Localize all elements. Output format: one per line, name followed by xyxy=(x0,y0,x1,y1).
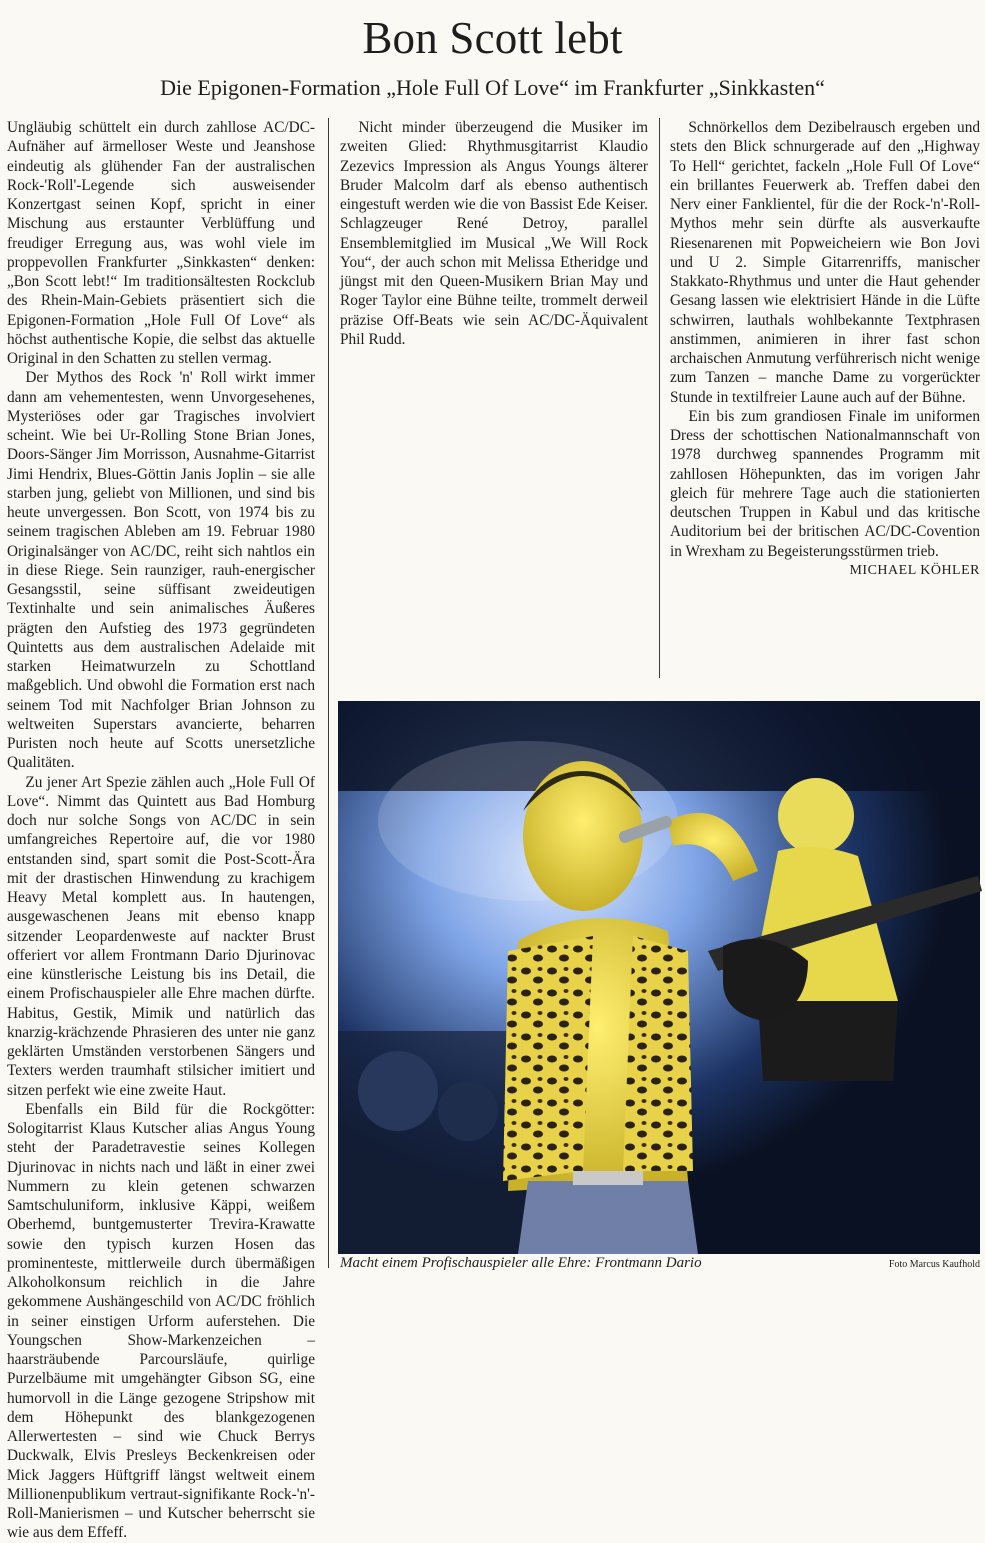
column-rule xyxy=(659,118,660,678)
paragraph-5: Nicht minder überzeugend die Musiker im zweiten Glied: Rhythmusgitarrist Klaudio Zezevics Impression als Angus Youngs älterer Bruder Malcolm darf als ebenso authentisch eingestuft werden wie die von Bassist Ede Keiser. Schlagzeuger René Detroy, parallel Ensemblemitglied im Musical „We Will Rock You“, der auch schon mit Melissa Etheridge und jüngst mit den Queen-Musikern Brian May und Roger Taylor eine Bühne teilte, trommelt derweil präzise Off-Beats wie sein AC/DC-Äquivalent Phil Rudd. xyxy=(340,119,648,348)
paragraph-7 xyxy=(670,407,980,578)
subheadline: Die Epigonen-Formation „Hole Full Of Love“ im Frankfurter „Sinkkasten“ xyxy=(160,75,825,100)
paragraph-6: Schnörkellos dem Dezibelrausch ergeben und stets den Blick schnurgerade auf den „Highway To Hell“ gerichtet, fackeln „Hole Full Of Love“ ein brillantes Feuerwerk ab. Treffen dabei den Nerv einer Fanklientel, für die der Rock-'n'-Roll-Mythos mehr sein dürfte als ausverkaufte Riesenarenen mit Popweicheiern wie Bon Jovi und U 2. Simple Gitarrenriffs, manischer Stakkato-Rhythmus und unter die Haut gehender Gesang lassen wie elektrisiert Hände in die Lüfte schwirren, lauthals wohlbekannte Textphrasen anstimmen, animieren in ihrer fast schon archaischen Anmutung verführerisch nicht wenige zum Tanzen – manche Dame zu vorgerückter Stunde in textilfreier Laune auch auf der Bühne. xyxy=(670,119,980,406)
column-rule xyxy=(328,118,329,1268)
article-column-1 xyxy=(7,118,315,1542)
headline: Bon Scott lebt xyxy=(362,13,623,63)
closing-paragraph-text: Ein bis zum grandiosen Finale im uniformen Dress der schottischen Nationalmannschaft von 1978 durchweg spannendes Programm mit zahllosen Höhepunkten, das im vorigen Jahr gleich für mehrere Tage auch die stationierten deutschen Truppen in Kabul und das kritische Auditorium bei der britischen AC/DC-Covention in Wrexham zu Begeisterungsstürmen trieb. xyxy=(670,407,980,560)
paragraph-1: Ungläubig schüttelt ein durch zahllose AC/DC-Aufnäher auf ärmelloser Weste und Jeanshose eindeutig als glühender Fan der australischen Rock-'Roll'-Legende sich ausweisender Konzertgast seinen Kopf, spricht in einer Mischung aus erstaunter Verblüffung und freudiger Erregung aus, was wohl viele im proppevollen Frankfurter „Sinkkasten“ denken: „Bon Scott lebt!“ Im traditionsältesten Rockclub des Rhein-Main-Gebiets präsentiert sich die Epigonen-Formation „Hole Full Of Love“ als höchst authentische Kopie, die selbst das aktuelle Original in den Schatten zu stellen vermag. xyxy=(7,119,315,367)
concert-photo xyxy=(338,701,980,1254)
author-byline: MICHAEL KÖHLER xyxy=(849,562,980,578)
photo-caption: Macht einem Profischauspieler alle Ehre: Frontmann Dario xyxy=(340,1255,702,1271)
article-column-2 xyxy=(340,118,648,693)
concert-photo-illustration xyxy=(338,701,980,1254)
paragraph-4: Ebenfalls ein Bild für die Rockgötter: Sologitarrist Klaus Kutscher alias Angus Young steht der Paradetravestie seines Kollegen Djurinovac in nichts nach und läßt in einer zwei Nummern zu klein getenen schwarzen Samtschuluniform, inklusive Käppi, weißem Oberhemd, buntgemusterter Trevira-Krawatte sowie den typisch kurzen Hosen das prominenteste, mittlerweile durch übermäßigen Alkoholkonsum reichlich in die Jahre gekommene Aushängeschild von AC/DC fröhlich in seiner einstigen Urform auferstehen. Die Youngschen Show-Markenzeichen – haarsträubende Parcoursläufe, quirlige Purzelbäume mit umgehängter Gibson SG, eine humorvoll in die Länge gezogene Stripshow mit dem Höhepunkt des blankgezogenen Allerwertesten – sind wie Chuck Berrys Duckwalk, Elvis Presleys Beckenkreisen oder Mick Jaggers Hüftgriff längst weltweit einem Millionenpublikum vertraut-signifikante Rock-'n'-Roll-Manierismen – und Kutscher beherrscht sie wie aus dem Effeff. xyxy=(7,1100,315,1542)
paragraph-3: Zu jener Art Spezie zählen auch „Hole Full Of Love“. Nimmt das Quintett aus Bad Homburg doch nur solche Songs von AC/DC in sein umfangreiches Repertoire auf, die vor 1980 entstanden sind, spart somit die Post-Scott-Ära mit der drastischen Hinwendung zu krachigem Heavy Metal komplett aus. In hautengen, ausgewaschenen Jeans mit ebenso knapp sitzender Leopardenweste auf nackter Brust offeriert vor allem Frontmann Dario Djurinovac eine künstlerische Leistung bis ins Detail, die einem Profischauspieler alle Ehre machen dürfte. Habitus, Gestik, Mimik und natürlich das knarzig-krächzende Phrasieren des unter nie ganz geklärten Umständen verstorbenen Sängers und Texters werden traumhaft stilsicher imitiert und sitzen perfekt wie eine zweite Haut. xyxy=(7,773,315,1099)
paragraph-2: Der Mythos des Rock 'n' Roll wirkt immer dann am vehementesten, wenn Unvorgesehenes, Mysteriöses oder gar Tragisches involviert scheint. Wie bei Ur-Rolling Stone Brian Jones, Doors-Sänger Jim Morrisson, Ausnahme-Gitarrist Jimi Hendrix, Blues-Göttin Janis Joplin – sie alle starben jung, geliebt von Millionen, und sind bis heute unvergessen. Bon Scott, von 1974 bis zu seinem tragischen Ableben am 19. Februar 1980 Originalsänger von AC/DC, reiht sich nahtlos ein in diese Riege. Sein raunziger, rauh-energischer Gesangsstil, seine süffisant zweideutigen Textinhalte und sein animalisches Äußeres prägten den Aufstieg des 1973 gegründeten Quintetts aus dem australischen Adelaide mit starken Heimatwurzeln zu Schottland maßgeblich. Und obwohl die Formation erst nach seinem Tod mit Nachfolger Brian Johnson zu weltweiten Superstars avancierte, beharren Puristen noch heute auf Scotts unersetzliche Qualitäten. xyxy=(7,369,315,772)
photo-credit: Foto Marcus Kaufhold xyxy=(888,1259,980,1270)
article-column-3 xyxy=(670,118,980,693)
